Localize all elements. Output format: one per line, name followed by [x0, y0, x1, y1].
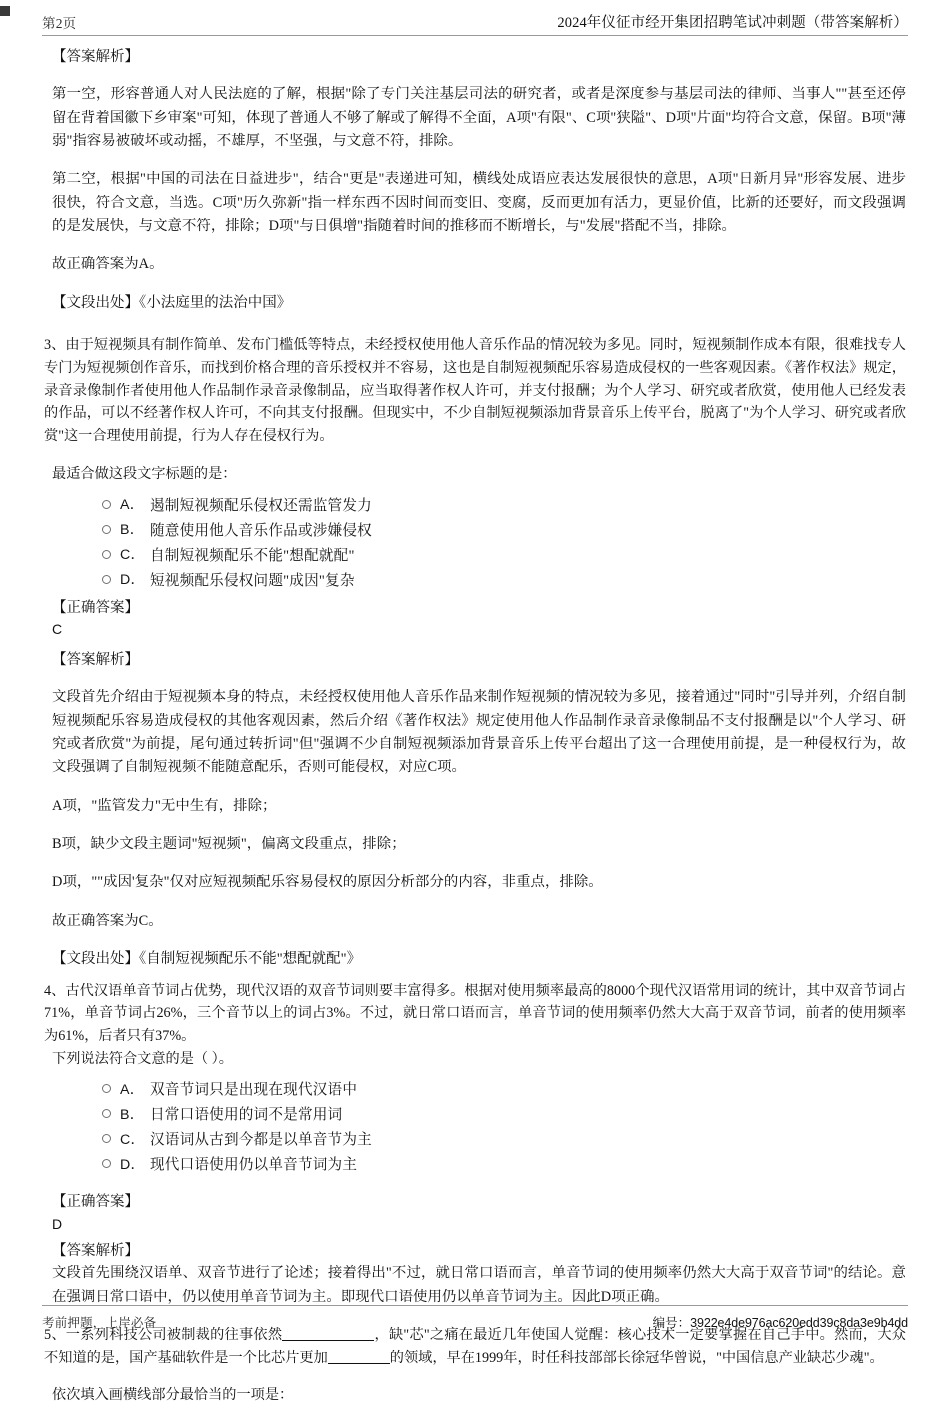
- option-letter: D．: [120, 572, 146, 589]
- option-letter: A．: [120, 1081, 145, 1098]
- q2-analysis-para-2: 第二空，根据"中国的司法在日益进步"，结合"更是"表递进可知，横线处成语应表达发展很快的意思，A项"日新月异"形容发展、进步很快，符合文意，当选。C项"历久弥新"指一样东西不因时间而变旧、变腐，反而更加有活力，更显价值，比新的还要好，而文段强调的是发展快，与文意不符，排除；D项"与日俱增"指随着时间的推移而不断增长，与"发展"搭配不当，排除。: [52, 171, 906, 235]
- q2-source-line: [52, 292, 906, 314]
- q2-conclusion: 故正确答案为A。: [52, 256, 164, 273]
- corner-mark: [0, 6, 10, 16]
- q5-stem-part-2: ，缺"芯"之痛在最近几年使国人觉醒：核心技术一定要掌握在自己手中。然而，大众不知道的是，国产基础软件是一个比芯片更加: [44, 1327, 906, 1366]
- option-text: 随意使用他人音乐作品或涉嫌侵权: [150, 522, 372, 539]
- q3-stem: 3、由于短视频具有制作简单、发布门槛低等特点，未经授权使用他人音乐作品的情况较为多见。同时，短视频制作成本有限，很难找专人专门为短视频创作音乐，而找到价格合理的音乐授权并不容易，这也是自制短视频配乐容易造成侵权的一些客观因素。《著作权法》规定，录音录像制作者使用他人作品制作录音录像制品，应当取得著作权人许可，并支付报酬；为个人学习、研究或者欣赏，使用他人已经发表的作品，可以不经著作权人许可，不向其支付报酬。但现实中，不少自制短视频添加背景音乐上传平台，脱离了"为个人学习、研究或者欣赏"这一合理使用前提，行为人存在侵权行为。: [44, 337, 906, 445]
- option-letter: B．: [120, 1106, 145, 1123]
- radio-icon[interactable]: [102, 525, 111, 534]
- option-text: 现代口语使用仍以单音节词为主: [150, 1157, 358, 1174]
- q4-analysis-main: 文段首先围绕汉语单、双音节进行了论述；接着得出"不过，就日常口语而言，单音节词的使用频率仍然大大高于双音节词"的结论。意在强调日常口语中，仍以使用单音节词为主。即现代口语使用仍以单音节词为主。因此D项正确。: [52, 1265, 906, 1305]
- source-label-q3: 【文段出处】: [52, 951, 139, 968]
- radio-icon[interactable]: [102, 575, 111, 584]
- q4-option-b[interactable]: [102, 1101, 906, 1126]
- q4-analysis-label: 【答案解析】: [52, 1242, 139, 1259]
- option-letter: A．: [120, 497, 145, 514]
- source-text-q3: 《自制短视频配乐不能"想配就配"》: [139, 951, 362, 968]
- footer-slogan: 考前押题，上岸必备: [42, 1316, 157, 1330]
- footer-id-code: 3922e4de976ac620edd39c8da3e9b4dd: [690, 1316, 908, 1330]
- q4-stem: 4、古代汉语单音节词占优势，现代汉语的双音节词则要丰富得多。根据对使用频率最高的8000个现代汉语常用词的统计，其中双音节词占71%，单音节词占26%，三个音节以上的词占3%。不过，就日常口语而言，单音节词的使用频率仍然大大高于双音节词，前者的使用频率为61%，后者只有37%。: [44, 982, 906, 1045]
- q3-analysis-label: 【答案解析】: [52, 652, 139, 669]
- option-text: 短视频配乐侵权问题"成因"复杂: [150, 572, 355, 589]
- q3-correct-answer-label: 【正确答案】: [52, 599, 139, 616]
- page-number-label: 第2页: [42, 16, 77, 31]
- source-text-q2: 《小法庭里的法治中国》: [139, 294, 292, 311]
- option-text: 自制短视频配乐不能"想配就配": [150, 547, 355, 564]
- q4-correct-answer-label: 【正确答案】: [52, 1194, 139, 1211]
- radio-icon[interactable]: [102, 1159, 111, 1168]
- q5-blank-2: [328, 1363, 390, 1364]
- source-label-q2: 【文段出处】: [52, 294, 139, 311]
- q3-option-a[interactable]: [102, 492, 906, 517]
- radio-icon[interactable]: [102, 500, 111, 509]
- q3-item-a: A项，"监管发力"无中生有，排除；: [52, 797, 277, 814]
- option-text: 日常口语使用的词不是常用词: [150, 1107, 343, 1124]
- radio-icon[interactable]: [102, 550, 111, 559]
- q5-blank-1: [282, 1340, 374, 1341]
- analysis-label-q2: 【答案解析】: [52, 49, 139, 65]
- radio-icon[interactable]: [102, 1109, 111, 1118]
- option-letter: B．: [120, 522, 145, 539]
- footer-id: [653, 1313, 908, 1331]
- q3-option-d[interactable]: [102, 567, 906, 592]
- q3-option-c[interactable]: [102, 542, 906, 567]
- q3-option-b[interactable]: [102, 517, 906, 542]
- q4-option-d[interactable]: [102, 1151, 906, 1176]
- q3-options: [44, 492, 906, 592]
- q4-prompt: 下列说法符合文意的是（ ）。: [52, 1050, 233, 1067]
- q5-stem-part-3: 的领域，早在1999年，时任科技部部长徐冠华曾说，"中国信息产业缺芯少魂"。: [389, 1349, 884, 1366]
- q5-stem-part-1: 5、一系列科技公司被制裁的往事依然: [44, 1327, 283, 1344]
- q3-item-b: B项，缺少文段主题词"短视频"，偏离文段重点，排除；: [52, 836, 406, 853]
- q4-correct-answer: D: [52, 1215, 63, 1232]
- document-title: 2024年仪征市经开集团招聘笔试冲刺题（带答案解析）: [557, 15, 908, 31]
- q3-item-d: D项，""成因'复杂"仅对应短视频配乐容易侵权的原因分析部分的内容，非重点，排除。: [52, 874, 603, 891]
- q5-prompt: 依次填入画横线部分最恰当的一项是：: [52, 1387, 294, 1404]
- option-letter: C．: [120, 1131, 146, 1148]
- option-letter: C．: [120, 547, 146, 564]
- option-letter: D．: [120, 1156, 146, 1173]
- footer-id-label: 编号：: [652, 1316, 691, 1330]
- q3-source-line: [52, 948, 906, 970]
- option-text: 双音节词只是出现在现代汉语中: [150, 1082, 358, 1099]
- q2-analysis-para-1: 第一空，形容普通人对人民法庭的了解，根据"除了专门关注基层司法的研究者，或者是深度参与基层司法的律师、当事人""甚至还停留在背着国徽下乡审案"可知，体现了普通人不够了解或了解得不全面，A项"有限"、C项"狭隘"、D项"片面"均符合文意，保留。B项"薄弱"指容易被破坏或动摇，不雄厚，不坚强，与文意不符，排除。: [52, 86, 906, 150]
- page-header: [42, 10, 908, 36]
- q3-correct-answer: C: [52, 621, 63, 638]
- q4-option-c[interactable]: [102, 1126, 906, 1151]
- option-text: 遏制短视频配乐侵权还需监管发力: [150, 497, 372, 514]
- q4-options: [44, 1076, 906, 1176]
- q4-option-a[interactable]: [102, 1076, 906, 1101]
- q3-conclusion: 故正确答案为C。: [52, 912, 163, 929]
- q3-analysis-main: 文段首先介绍由于短视频本身的特点，未经授权使用他人音乐作品来制作短视频的情况较为多见，接着通过"同时"引导并列，介绍自制短视频配乐容易造成侵权的其他客观因素，然后介绍《著作权法》规定使用他人作品制作录音录像制品不支付报酬是以"个人学习、研究或者欣赏"为前提，尾句通过转折词"但"强调不少自制短视频添加背景音乐上传平台超出了这一合理使用前提，是一种侵权行为，故文段强调了自制短视频不能随意配乐，否则可能侵权，对应C项。: [52, 689, 906, 776]
- q3-prompt: 最适合做这段文字标题的是：: [52, 465, 237, 482]
- radio-icon[interactable]: [102, 1084, 111, 1093]
- option-text: 汉语词从古到今都是以单音节为主: [150, 1132, 372, 1149]
- page-footer: [42, 1305, 908, 1331]
- radio-icon[interactable]: [102, 1134, 111, 1143]
